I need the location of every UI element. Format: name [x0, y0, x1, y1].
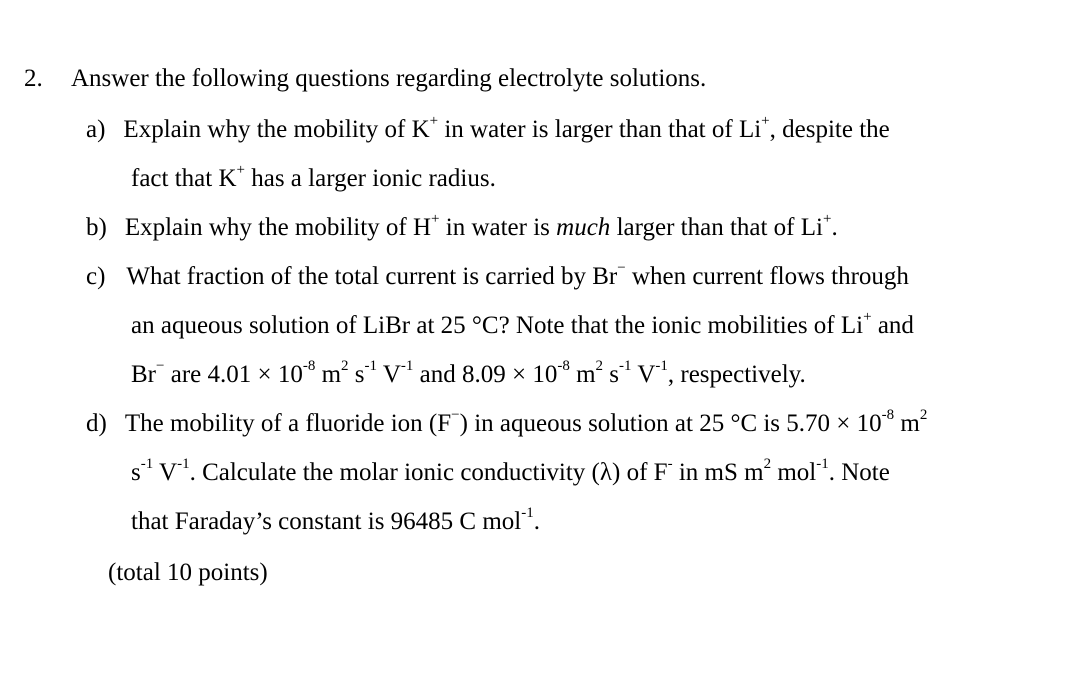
part-c-text: V — [631, 361, 656, 388]
part-d-text: m — [894, 410, 920, 437]
part-d-text: that Faraday’s constant is 96485 C mol — [131, 508, 522, 535]
part-d-text: s — [131, 459, 141, 486]
emphasis-text: much — [556, 214, 611, 241]
superscript: -1 — [364, 357, 378, 374]
superscript: -1 — [177, 455, 190, 472]
part-c-text: s — [603, 361, 620, 388]
superscript: − — [617, 259, 626, 276]
superscript: -1 — [400, 357, 414, 374]
part-c-text: and 8.09 × 10 — [413, 361, 558, 388]
question-heading-line — [24, 63, 706, 95]
superscript: - — [667, 455, 673, 472]
superscript: + — [429, 112, 439, 129]
part-c-text: , respectively. — [667, 361, 806, 388]
part-d-text: ) of F — [612, 459, 668, 486]
part-c-text: m — [569, 361, 596, 388]
part-d-text: . — [533, 508, 540, 535]
part-c-text: when current flows through — [625, 263, 909, 290]
part-c-text: an aqueous solution of LiBr at 25 °C? Note that the ionic mobilities of Li — [131, 312, 864, 339]
part-c-line-2 — [131, 310, 914, 342]
part-a-text: has a larger ionic radius. — [244, 165, 496, 192]
part-d-text: . Note — [828, 459, 890, 486]
superscript: -1 — [521, 504, 534, 521]
part-b-label: b) — [86, 214, 107, 241]
superscript: + — [761, 112, 770, 129]
part-a-text: Explain why the mobility of K — [123, 116, 430, 143]
part-d-line-1 — [86, 408, 927, 440]
superscript: 2 — [595, 357, 604, 374]
superscript: -8 — [557, 357, 570, 374]
superscript: -1 — [140, 455, 154, 472]
part-a-line-1 — [86, 114, 890, 146]
part-c-text: m — [315, 361, 342, 388]
total-points-line — [108, 557, 268, 589]
part-c-text: What fraction of the total current is carried by Br — [126, 263, 618, 290]
superscript: − — [451, 406, 460, 423]
superscript: 2 — [341, 357, 349, 374]
part-c-line-1 — [86, 261, 909, 293]
part-a-label: a) — [86, 116, 106, 143]
part-d-text: The mobility of a fluoride ion (F — [124, 410, 452, 437]
part-a-text: fact that K — [131, 165, 237, 192]
part-c-text: s — [348, 361, 365, 388]
superscript: + — [822, 210, 832, 227]
part-a-line-2 — [131, 163, 496, 195]
part-d-text: . Calculate the molar ionic conductivity (λ — [189, 459, 613, 486]
part-c-label: c) — [86, 263, 106, 290]
part-c-line-3 — [131, 359, 806, 391]
part-d-line-2 — [131, 457, 890, 489]
superscript: + — [236, 161, 245, 178]
question-number: 2. — [24, 65, 43, 92]
superscript: -1 — [655, 357, 668, 374]
superscript: 2 — [763, 455, 772, 472]
total-points: (total 10 points) — [108, 559, 268, 586]
superscript: + — [431, 210, 440, 227]
superscript: 2 — [919, 406, 928, 423]
part-c-text: V — [377, 361, 401, 388]
part-d-text: ) in aqueous solution at 25 °C is 5.70 × 10 — [459, 410, 882, 437]
superscript: -8 — [881, 406, 895, 423]
superscript: − — [156, 357, 165, 374]
part-a-text: , despite the — [769, 116, 890, 143]
part-b-text: in water is — [439, 214, 557, 241]
part-c-text: Br — [131, 361, 156, 388]
part-d-text: V — [153, 459, 178, 486]
superscript: -1 — [816, 455, 829, 472]
part-d-line-3 — [131, 506, 540, 538]
part-d-text: mol — [771, 459, 817, 486]
superscript: -1 — [619, 357, 632, 374]
superscript: + — [863, 308, 872, 325]
part-d-text: in mS m — [672, 459, 764, 486]
part-b-text: Explain why the mobility of H — [124, 214, 432, 241]
part-a-text: in water is larger than that of Li — [438, 116, 762, 143]
question-heading: Answer the following questions regarding electrolyte solutions. — [71, 65, 707, 92]
superscript: -8 — [302, 357, 316, 374]
part-c-text: and — [871, 312, 914, 339]
part-b-text: larger than that of Li — [610, 214, 823, 241]
part-d-label: d) — [86, 410, 107, 437]
part-c-text: are 4.01 × 10 — [164, 361, 303, 388]
part-b-line-1 — [86, 212, 838, 244]
part-b-text: . — [831, 214, 838, 241]
